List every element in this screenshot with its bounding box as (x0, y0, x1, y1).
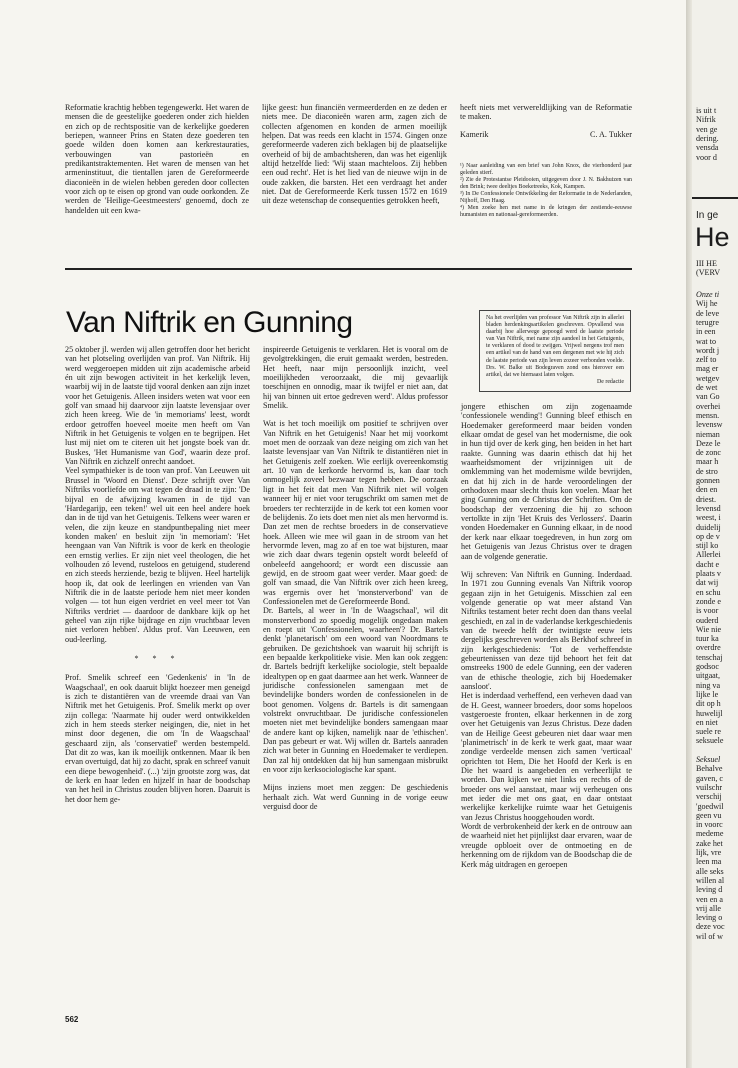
next-page-line: ven en a (696, 894, 723, 904)
signature-author: C. A. Tukker (590, 129, 632, 139)
article-paragraph: Veel sympathieker is de toon van prof. Van Leeuwen uit Brussel in 'Woord en Dienst'. Deze schrijft over Van Niftriks voorliefde om wat tegen de draad in te zijn: 'De bijval en de afwijzing kwamen in de tijd van 'Hardegarijp, een teken!' wel uit een heel andere hoek dan in de tijd van het Getuigenis. Telkens weer waren er velen, die zijn keuze en standpuntbepaling niet meer konden maken' en besluit zijn 'in memoriam': 'Het heengaan van Van Niftrik is voor de kerk en theologie een ernstig verlies. Er zijn niet veel theologen, die het volhouden zó levend, rusteloos en getuigend, studerend en zich steeds herziende, bezig te blijven. Heel hartelijk hoop ik, dat ook de leerlingen en vrienden van Van Niftrik die in de laatste periode hem niet meer konden volgen — tot hun eigen verdriet en veel meer tot Van Niftriks verdriet — daardoor de dankbare kijk op het geheel van zijn rijke bijdrage en zijn vruchtbaar leven niet verloren hebben'. Aldus prof. Van Leeuwen, een oud-leerling. (65, 466, 250, 644)
editorial-note-signature: De redactie (597, 378, 624, 385)
next-page-line: in voorc (696, 820, 723, 830)
next-page-line: plaats v (696, 569, 721, 578)
next-page-line: duidelij (696, 522, 721, 532)
next-page-line: lijke le (696, 689, 719, 699)
next-page-line: mensn. (696, 410, 720, 420)
top-column-1 (65, 103, 249, 215)
next-page-line: Behalve (696, 764, 723, 774)
footnotes (460, 163, 632, 219)
next-page-line: willen al (696, 875, 725, 885)
footnote-2: ²) Zie de Protestantse Pleidooien, uitgegeven door J. N. Bakhuizen van den Brink; twee deeltjes Boeketreeks, Kok, Kampen. (460, 177, 632, 191)
article-paragraph: Wij schreven: Van Niftrik en Gunning. Inderdaad. In 1971 zou Gunning evenals Van Niftrik voorop gegaan zijn in het Getuigenis. Misschien zal een volgende generatie op wat meer afstand Van Niftriks testament beter recht doen dan thans veelal geschiedt, en zal in de vaderlandse kerkgeschiedenis van de tweede helft der twintigste eeuw iets dergelijks geschreven worden als Berkhof schreef in zijn kerkgeschiedenis: 'Tot de verheffendste gebeurtenissen van deze tijd behoort het feit dat omstreeks 1900 de edele Gunning, een der vaderen van de ethische theologie, zich bij Hoedemaker aansloot'. (461, 569, 632, 691)
next-page-line: zonde e (696, 596, 721, 606)
next-page-line: suele re (696, 727, 721, 737)
next-page-line: vuilschr (696, 782, 723, 792)
next-page-line: gaven, c (696, 773, 723, 783)
next-page-subtitle-1: III HE (696, 259, 717, 268)
section-divider (65, 268, 632, 270)
next-page-line: terugre (696, 317, 719, 327)
next-page-line: overhei (696, 401, 721, 411)
article-title: Van Niftrik en Gunning (66, 306, 353, 339)
next-page-line: tenschaj (696, 652, 723, 662)
next-page-heading: He (695, 222, 730, 252)
next-page-line: den en (696, 485, 718, 495)
next-page-line: Wij he (696, 299, 718, 309)
next-page-line: en schu (696, 587, 721, 597)
next-page-edge (692, 0, 738, 1068)
next-page-line: mag er (696, 364, 719, 374)
next-page-line: leving o (696, 913, 723, 923)
article-paragraph: 25 oktober jl. werden wij allen getroffen door het bericht van het plotseling overlijden van prof. Van Niftrik. Hij werd weggeroepen midden uit zijn academische arbeid én uit zijn bewogen activiteit in het kerkelijk leven, waarbij wij in de laatste tijd vooral denken aan zijn inzet voor het Getuigenis. Alleen insiders weten wat voor een golf van smaad hij daarvoor zijn laatste levensjaar over zich heen kreeg. Wie de 'in memoriams' leest, wordt erdoor getroffen hoeveel moeite men heeft om Van Niftrik in het Getuigenis te volgen en te begrijpen. Het lust mij niet om te citeren uit het jongste boek van dr. Buskes, 'Het Humanisme van God', waarin deze prof. Van Niftrik en zichzelf onrecht aandoet. (65, 345, 250, 467)
next-page-line: alle seks (696, 866, 724, 876)
next-page-line: voor d (696, 152, 717, 162)
next-page-line: leen ma (696, 857, 722, 867)
top-column-3 (460, 103, 632, 219)
next-page-line: levensd (696, 503, 721, 513)
next-page-line: wetgev (696, 373, 720, 383)
next-page-line: tuur ka (696, 634, 719, 644)
article-paragraph: Dr. Bartels, al weer in 'In de Waagschaal', wil dit monsterverbond zo spoedig mogelijk ongedaan maken en roept uit 'Confessionelen, waarheen'? Dr. Bartels denkt 'planetarisch' om een woord van Noordmans te gebruiken. De gezichtshoek van waaruit hij schrijft is een bepaalde kerkpolitieke visie. Men kan ook zeggen: dr. Bartels bedrijft kerkelijke sociologie, stelt bepaalde idealtypen op en gaat daarmee aan het werk. Wanneer de juridische confessionelen samengaan met de bevindelijke bonders worden de confessionelen in de boot genomen. Volgens dr. Bartels is dit samengaan volstrekt onvruchtbaar. De juridische confessionelen moeten niet met bevindelijke bonders samengaan maar de andere kant op kijken, namelijk naar de 'ethischen'. Dan pas gebeurt er wat. Wij willen dr. Bartels aanraden zich wat beter in Gunning en Hoedemaker te verdiepen. Dan zal hij ontdekken dat hij hun samengaan misbruikt en voor zijn kerksociologische kar spant. (263, 606, 448, 775)
next-page-line: op de v (696, 531, 720, 541)
editorial-note-box (479, 310, 631, 392)
next-page-line: ven ge (696, 124, 718, 134)
next-page-line: gonnen (696, 476, 720, 485)
top-column-1-text: Reformatie krachtig hebben tegengewerkt. Het waren de mensen die de geestelijke goederen onder zich hielden en zich op de rechtspositie van de kerkelijke goederen beriepen, wanneer Prins en Staten deze goederen ten goede wilden doen komen aan kerkrestauraties, verbouwingen van pastorieën en predikantstraktementen. Het waren de mensen van het armeninstituut, die tientallen jaren de Gereformeerde diaconieën in de wielen hebben gereden door collecten voor zich op te eisen op grond van oude oorkonden. Ze werden de 'Heilige-Geestmeesters' genoemd, doch ze handelden uit een kwa- (65, 103, 249, 215)
next-page-line: verschij (696, 792, 722, 802)
article-column-3 (461, 402, 632, 869)
article-column-1 (65, 345, 250, 804)
next-page-line: wordt j (696, 345, 720, 355)
next-page-line: is voor (696, 606, 719, 616)
next-page-line: vensda (696, 143, 719, 153)
top-column-2-text: lijke geest: hun financiën vermeerderden en ze deden er niets mee. De diaconieën waren arm, zagen zich de collecten afgenomen en konden de armen moeilijk helpen. Dat was reeds een klacht in 1574. Gingen onze gereformeerde vaderen zich beklagen bij de plaatselijke overheid of bij de ambachtsheren, dan was het eigenlijk altijd hetzelfde lied: 'Wij staan machteloos. Zij hebben een oud recht'. Het is het lied van de nieuwe wijn in de oude zakken, die barsten. Het een verdraagt het ander niet. Dat de Gereformeerde Kerk tussen 1572 en 1619 uit deze wetenschap de consequenties getrokken heeft, (262, 103, 447, 206)
next-page-line: overdre (696, 643, 721, 653)
next-page-line: Deze le (696, 438, 721, 448)
next-page-line: dit op h (696, 699, 721, 709)
section-break-stars: * * * (134, 654, 181, 663)
next-page-line: vrij alle (696, 903, 721, 913)
next-page-line: zake het (696, 838, 723, 848)
next-page-line: maar h (696, 457, 719, 467)
signature-line (460, 130, 632, 139)
next-page-line: levensw (696, 420, 723, 430)
next-page-line: stijl ko (696, 541, 719, 551)
next-page-line: en niet (696, 717, 718, 727)
next-page-line: medeme (696, 829, 724, 839)
next-page-line: wat to (696, 336, 717, 346)
next-page-line: 'goedwil (696, 801, 724, 811)
article-paragraph: Mijns inziens moet men zeggen: De geschiedenis herhaalt zich. Wat werd Gunning in de vorige eeuw verguisd door de (263, 783, 448, 812)
next-page-line: dacht e (696, 559, 720, 569)
next-page-line: deze voc (696, 922, 725, 932)
next-page-line: Nifrik (696, 115, 716, 125)
next-page-line: Seksuel (696, 755, 721, 764)
next-page-line: leving d (696, 885, 723, 895)
footnote-3: ³) In De Confessionele Ontwikkeling der Reformatie in de Nederlanden, Nijhoff, Den Haag. (460, 191, 632, 205)
top-column-2 (262, 103, 447, 206)
editorial-note-text: Na het overlijden van professor Van Niftrik zijn in allerlei bladen herdenkingsartikelen geschreven. Opvallend was daarbij hoe allerwege gepoogd werd de laatste periode van Van Niftrik, met name zijn aandeel in het Getuigenis, te verklaren of dood te zwijgen. Vrijwel nergens trof men een artikel van de hand van een dergenen met wie hij zich de laatste periode van zijn leven zozeer verbonden voelde. Drs. W. Balke uit Bodegraven zond ons hierover een artikel, dat we hiernaast laten volgen. (486, 315, 624, 378)
next-page-line: Allerlei (696, 550, 721, 560)
next-page-line: lijk, vre (696, 848, 722, 857)
article-paragraph: Wordt de verbrokenheid der kerk en de ontrouw aan de waarheid niet het pijnlijkst daar ervaren, waar de vreugde opbloeit over de ontmoeting en de herkenning om de rijkdom van de Boodschap die de Kerk mág uitdragen en geroepen (461, 822, 632, 869)
footnote-1: ¹) Naar aanleiding van een brief van John Knox, die vierhonderd jaar geleden stierf. (460, 163, 632, 177)
next-page-line: nieman (696, 429, 720, 439)
next-page-line: de stro (696, 466, 718, 476)
next-page-line: dat wij (696, 578, 719, 588)
next-page-line: weest, i (696, 513, 721, 523)
top-column-3-text: heeft niets met verwereldlijking van de Reformatie te maken. (460, 103, 632, 122)
next-page-line: dering. (696, 133, 719, 143)
next-page-line: Onze ti (696, 290, 720, 299)
next-page-line: in een (696, 327, 716, 337)
next-page-rule (692, 197, 738, 199)
next-page-line: is uit t (696, 106, 717, 115)
next-page-line: van Go (696, 392, 720, 402)
next-page-heading-small: In ge (696, 210, 719, 221)
next-page-line: seksuele (696, 736, 724, 746)
article-paragraph: jongere ethischen om zijn zogenaamde 'confessionele wending'! Gunning bleef ethisch en Hoedemaker gereformeerd maar beiden vonden elkaar omdat de gesel van het modernisme, die ook in hun tijd over de kerk ging, hen beiden in het hart raakte. Gunning was daarin ethisch dat hij het waarheidsmoment der vrijzinnigen uit de omklemming van het modernisme wilde bevrijden, en dat hij zich in de harde veroordelingen der orthodoxen maar slecht thuis kon voelen. Maar het ging Gunning om de Christus der Schriften. Om de boodschap der verzoening die hij zo schoon vertolkte in zijn 'Het Kruis des Verlossers'. Daarin vonden Hoedemaker en Gunning elkaar, in de nood der kerk naar elkaar toegedreven, in hun zorg om het Getuigenis van Jezus Christus over te dragen aan de volgende generatie. (461, 402, 632, 561)
next-page-line: godsoc (696, 662, 719, 671)
article-paragraph: Wat is het toch moeilijk om positief te schrijven over Van Niftrik en het Getuigenis! Naar het mij voorkomt moet men de oorzaak van deze neiging om zich van het laatste levensjaar van Van Niftrik te distantiëren niet in het Getuigenis zelf zoeken. Wie eerlijk overeenkomstig art. 10 van de kerkorde hervormd is, kan daar toch onmogelijk zoveel bezwaar tegen hebben. De oorzaak ligt in het feit dat men Van Niftrik niet wil volgen wanneer hij er niet voor terugschrikt om samen met de broeders ter rechterzijde in de kerk tot een komen voor de belijdenis. Zo iets doet men niet als men hervormd is. Dan zet men de rechtse broeders in de conservatieve hoek. Alleen wie mee wil gaan in de stroom van het hervormde leven, mag zo af en toe wat bijsturen, maar wie zich daar dwars tegenin opstelt wordt beleefd of onbeleefd aangehoord; er wordt een discussie aan gewijd, en de stroom gaat weer verder. Maar goed: de golf van smaad, die Van Niftrik over zich heen kreeg, was ergernis over het 'monsterverbond' van de Confessionelen met de Gereformeerde Bond. (263, 419, 448, 606)
signature-place: Kamerik (460, 129, 489, 139)
article-paragraph: Het is inderdaad verheffend, een verheven daad van de H. Geest, wanneer broeders, door soms hopeloos vastgeroeste fronten, elkaar herkennen in de zorg over het Getuigenis van Jezus Christus. Deze daden van de Heilige Geest gebeuren niet daar waar men 'planimetrisch' in de kerk te werk gaat, maar waar zondige verdeelde mensen zich samen 'verticaal' oprichten tot Hem, Die het Hoofd der Kerk is en Die het waard is aangebeden en verheerlijkt te worden. Dan kijken we niet links en rechts of de broeder ons wel aanstaat, maar wij verheugen ons met ieder die met ons gaat, en daar ontstaat werkelijke kerkelijke ruimte waar het Getuigenis van Jezus Christus hooggehouden wordt. (461, 691, 632, 822)
next-page-line: zelf to (696, 355, 717, 365)
next-page-line: geen vu (696, 810, 722, 820)
article-paragraph: inspireerde Getuigenis te verklaren. Het is vooral om de gevolgtrekkingen, die eruit gemaakt werden, bestreden. Het heeft, naar mijn persoonlijk inzicht, veel moeilijkheden veroorzaakt, die mij gevaarlijk toeschijnen en onnodig, maar ik twijfel er niet aan, dat hij van binnen uit ertoe gedreven werd'. Aldus professor Smelik. (263, 345, 448, 411)
next-page-line: ning va (696, 680, 721, 690)
next-page-subtitle-2: (VERV (696, 268, 721, 277)
next-page-line: de wet (696, 383, 718, 392)
article-paragraph: Prof. Smelik schreef een 'Gedenkenis' in 'In de Waagschaal', en ook daaruit blijkt hoezeer men geneigd is zich te distantiëren van de vreemde draai van Van Niftrik met het Getuigenis. Prof. Smelik merkt op over zijn collega: 'Naarmate hij ouder werd ontwikkelden zich in hem steeds sterker neigingen, die, niet in het minst door degenen, die om 'In de Waagschaal' geschaard zijn, als 'conservatief' werden bestempeld. Dat dit zo was, kan ik moeilijk ontkennen. Maar ik ben ervan overtuigd, dat hij zo dacht, sprak en schreef vanuit een diepe bewogenheid'. (...) 'zijn grootste zorg was, dat de kerk en haar leden en hijzelf in haar de boodschap van het heil in Christus zouden blijven horen. Daaruit is het door hem ge- (65, 673, 250, 804)
next-page-line: driest. (696, 494, 717, 504)
next-page-line: de leve (696, 308, 720, 318)
article-column-2 (263, 345, 448, 812)
next-page-line: de zonc (696, 448, 721, 458)
next-page-line: wil of w (696, 931, 723, 941)
next-page-line: Wie nie (696, 624, 722, 634)
next-page-line: ouderd (696, 615, 719, 625)
page-number: 562 (65, 1015, 79, 1024)
footnote-4: ⁴) Men zoeke hen met name in de kringen der zestiende-eeuwse humanisten en nationaal-gereformeerden. (460, 205, 632, 219)
next-page-line: huwelijl (696, 708, 723, 718)
next-page-line: uitgaat, (696, 671, 721, 681)
